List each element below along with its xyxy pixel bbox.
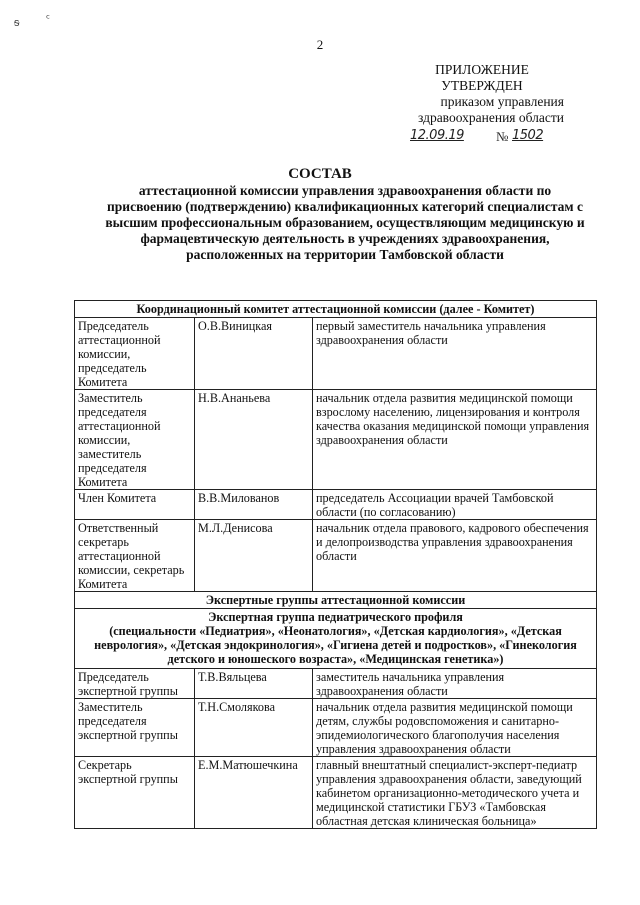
committee-header-row <box>75 301 597 318</box>
document-title: СОСТАВ <box>288 166 352 182</box>
member-role: Член Комитета <box>75 490 195 520</box>
table-row <box>75 490 597 520</box>
member-role: Заместитель председателя аттестационной комиссии, заместитель председателя Комитета <box>75 390 195 490</box>
member-name: Н.В.Ананьева <box>195 390 313 490</box>
approval-line-2: УТВЕРЖДЕН <box>441 78 523 93</box>
pediatric-group-row <box>75 609 597 669</box>
table-row <box>75 699 597 757</box>
member-position: начальник отдела развития медицинской помощи детям, службы родовспоможения и санитарно-эпидемиологического благополучия населения управления здравоохранения области <box>313 699 597 757</box>
table-row <box>75 318 597 390</box>
table-row <box>75 757 597 829</box>
member-role: Секретарь экспертной группы <box>75 757 195 829</box>
order-number-label: № <box>496 129 508 144</box>
member-name: Т.В.Вяльцева <box>195 669 313 699</box>
member-role: Председатель аттестационной комиссии, председатель Комитета <box>75 318 195 390</box>
approval-line-1: ПРИЛОЖЕНИЕ <box>435 62 529 77</box>
approval-line-4: здравоохранения области <box>417 110 564 125</box>
member-position: первый заместитель начальника управления здравоохранения области <box>313 318 597 390</box>
member-position: главный внештатный специалист-эксперт-педиатр управления здравоохранения области, заведующий кабинетом организационно-методического учета и медицинской статистики ГБУЗ «Тамбовская областная детская клиническая больница» <box>313 757 597 829</box>
table-row <box>75 390 597 490</box>
member-role: Председатель экспертной группы <box>75 669 195 699</box>
order-date-number <box>392 128 572 148</box>
member-name: Е.М.Матюшечкина <box>195 757 313 829</box>
order-number: 1502 <box>512 128 544 143</box>
member-name: В.В.Милованов <box>195 490 313 520</box>
committee-header: Координационный комитет аттестационной комиссии (далее - Комитет) <box>75 301 597 318</box>
member-name: М.Л.Денисова <box>195 520 313 592</box>
expert-header-row <box>75 592 597 609</box>
pediatric-group-title: Экспертная группа педиатрического профиля <box>208 610 463 624</box>
member-position: председатель Ассоциации врачей Тамбовской области (по согласованию) <box>313 490 597 520</box>
page-number: 2 <box>316 37 324 52</box>
scan-mark-top-left-2: ᶜ <box>46 12 51 25</box>
commission-table <box>74 300 597 829</box>
member-name: Т.Н.Смолякова <box>195 699 313 757</box>
scan-mark-top-left: ᵴ <box>14 16 20 29</box>
member-name: О.В.Виницкая <box>195 318 313 390</box>
document-subtitle: аттестационной комиссии управления здравоохранения области по присвоению (подтверждению) квалификационных категорий специалистам с высшим профессиональным образованием, осуществляющим медицинскую и фармацевтическую деятельность в учреждениях здравоохранения, расположенных на территории Тамбовской области <box>105 183 585 262</box>
approval-block <box>392 62 572 148</box>
member-role: Ответственный секретарь аттестационной комиссии, секретарь Комитета <box>75 520 195 592</box>
expert-groups-header: Экспертные группы аттестационной комиссии <box>75 592 597 609</box>
member-position: заместитель начальника управления здравоохранения области <box>313 669 597 699</box>
pediatric-group-specialties: (специальности «Педиатрия», «Неонатология», «Детская кардиология», «Детская неврология», «Детская эндокринология», «Гигиена детей и подростков», «Гинекология детского и юношеского возраста», «Медицинская генетика») <box>94 624 577 666</box>
table-row <box>75 669 597 699</box>
table-row <box>75 520 597 592</box>
order-date: 12.09.19 <box>410 128 464 143</box>
member-role: Заместитель председателя экспертной группы <box>75 699 195 757</box>
approval-line-3: приказом управления <box>440 94 564 109</box>
member-position: начальник отдела развития медицинской помощи взрослому населению, лицензирования и контроля качества оказания медицинской помощи управления здравоохранения области <box>313 390 597 490</box>
member-position: начальник отдела правового, кадрового обеспечения и делопроизводства управления здравоохранения области <box>313 520 597 592</box>
pediatric-group-heading <box>75 609 597 669</box>
